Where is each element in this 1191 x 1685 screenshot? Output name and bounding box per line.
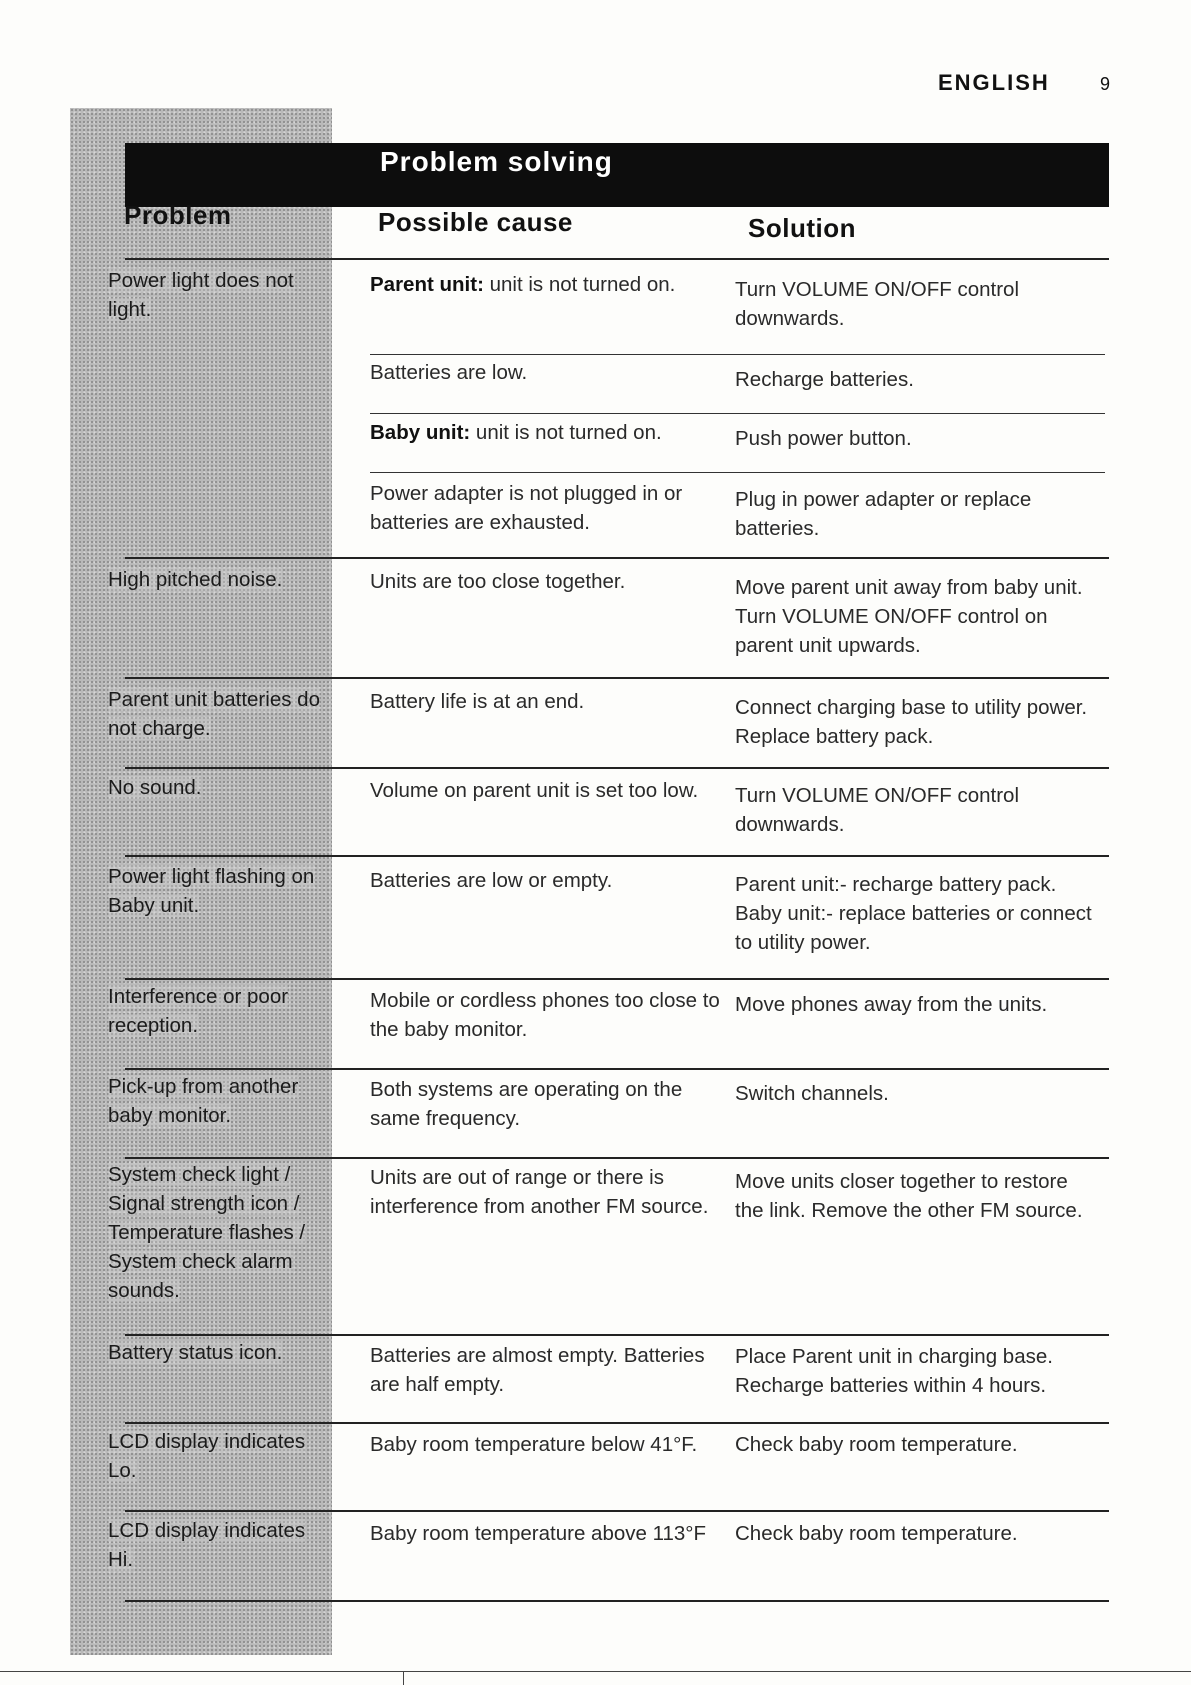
solution-cell: Check baby room temperature. <box>735 1522 1018 1545</box>
problem-cell: High pitched noise. <box>108 568 283 591</box>
problem-cell: Interference or poor reception. <box>108 985 289 1037</box>
problem-cell: LCD display indicates Hi. <box>108 1519 306 1571</box>
cause-cell: Units are out of range or there is interference from another FM source. <box>370 1166 709 1218</box>
cause-cell: Parent unit: unit is not turned on. <box>370 273 676 296</box>
solution-cell: Turn VOLUME ON/OFF control downwards. <box>735 278 1020 330</box>
column-header-problem: Problem <box>124 200 232 230</box>
row-divider <box>125 258 1109 260</box>
cause-cell: Baby room temperature below 41°F. <box>370 1433 698 1456</box>
column-header-cause: Possible cause <box>378 207 573 237</box>
cause-cell: Battery life is at an end. <box>370 690 585 713</box>
problem-cell: Parent unit batteries do not charge. <box>108 688 320 740</box>
page-number: 9 <box>1100 74 1111 94</box>
solution-cell: Connect charging base to utility power. Replace battery pack. <box>735 696 1088 748</box>
language-label: ENGLISH <box>938 70 1050 95</box>
solution-cell: Move parent unit away from baby unit. Turn VOLUME ON/OFF control on parent unit upwards. <box>735 576 1083 657</box>
solution-cell: Check baby room temperature. <box>735 1433 1018 1456</box>
table-bottom-line <box>125 1600 1109 1602</box>
row-divider <box>125 1068 1109 1070</box>
cause-cell: Baby unit: unit is not turned on. <box>370 421 662 444</box>
row-divider <box>125 557 1109 559</box>
cause-cell: Both systems are operating on the same frequency. <box>370 1078 683 1130</box>
row-divider <box>125 677 1109 679</box>
cause-cell: Batteries are low. <box>370 361 528 384</box>
cause-cell: Power adapter is not plugged in or batteries are exhausted. <box>370 482 683 534</box>
solution-cell: Plug in power adapter or replace batteries. <box>735 488 1032 540</box>
solution-cell: Switch channels. <box>735 1082 889 1105</box>
solution-cell: Recharge batteries. <box>735 368 914 391</box>
cause-cell: Units are too close together. <box>370 570 626 593</box>
solution-cell: Parent unit:- recharge battery pack. Baby unit:- replace batteries or connect to utility power. <box>735 873 1092 954</box>
cause-cell: Baby room temperature above 113°F <box>370 1522 706 1545</box>
solution-cell: Place Parent unit in charging base. Recharge batteries within 4 hours. <box>735 1345 1053 1397</box>
cause-cell: Batteries are almost empty. Batteries are half empty. <box>370 1344 705 1396</box>
problem-cell: No sound. <box>108 776 202 799</box>
row-divider <box>125 1510 1109 1512</box>
cause-cell: Mobile or cordless phones too close to the baby monitor. <box>370 989 720 1041</box>
sub-row-divider <box>370 472 1105 473</box>
sub-row-divider <box>370 413 1105 414</box>
row-divider <box>125 978 1109 980</box>
solution-cell: Push power button. <box>735 427 912 450</box>
cause-cell: Volume on parent unit is set too low. <box>370 779 699 802</box>
problem-cell: Battery status icon. <box>108 1341 283 1364</box>
problem-cell: LCD display indicates Lo. <box>108 1430 306 1482</box>
row-divider <box>125 767 1109 769</box>
solution-cell: Move phones away from the units. <box>735 993 1048 1016</box>
solution-cell: Move units closer together to restore the link. Remove the other FM source. <box>735 1170 1083 1222</box>
row-divider <box>125 1157 1109 1159</box>
solution-cell: Turn VOLUME ON/OFF control downwards. <box>735 784 1020 836</box>
row-divider <box>125 1422 1109 1424</box>
row-divider <box>125 855 1109 857</box>
sub-row-divider <box>370 354 1105 355</box>
problem-cell: Power light does not light. <box>108 269 294 321</box>
problem-cell: Power light flashing on Baby unit. <box>108 865 315 917</box>
page-edge-line <box>0 1671 1191 1672</box>
column-header-solution: Solution <box>748 213 856 243</box>
problem-cell: Pick-up from another baby monitor. <box>108 1075 299 1127</box>
problem-cell: System check light / Signal strength icon / Temperature flashes / System check alarm sounds. <box>108 1163 306 1302</box>
page-title: Problem solving <box>380 146 613 177</box>
title-bar <box>125 143 1109 207</box>
row-divider <box>125 1334 1109 1336</box>
page-edge-tick <box>403 1671 404 1685</box>
cause-cell: Batteries are low or empty. <box>370 869 613 892</box>
